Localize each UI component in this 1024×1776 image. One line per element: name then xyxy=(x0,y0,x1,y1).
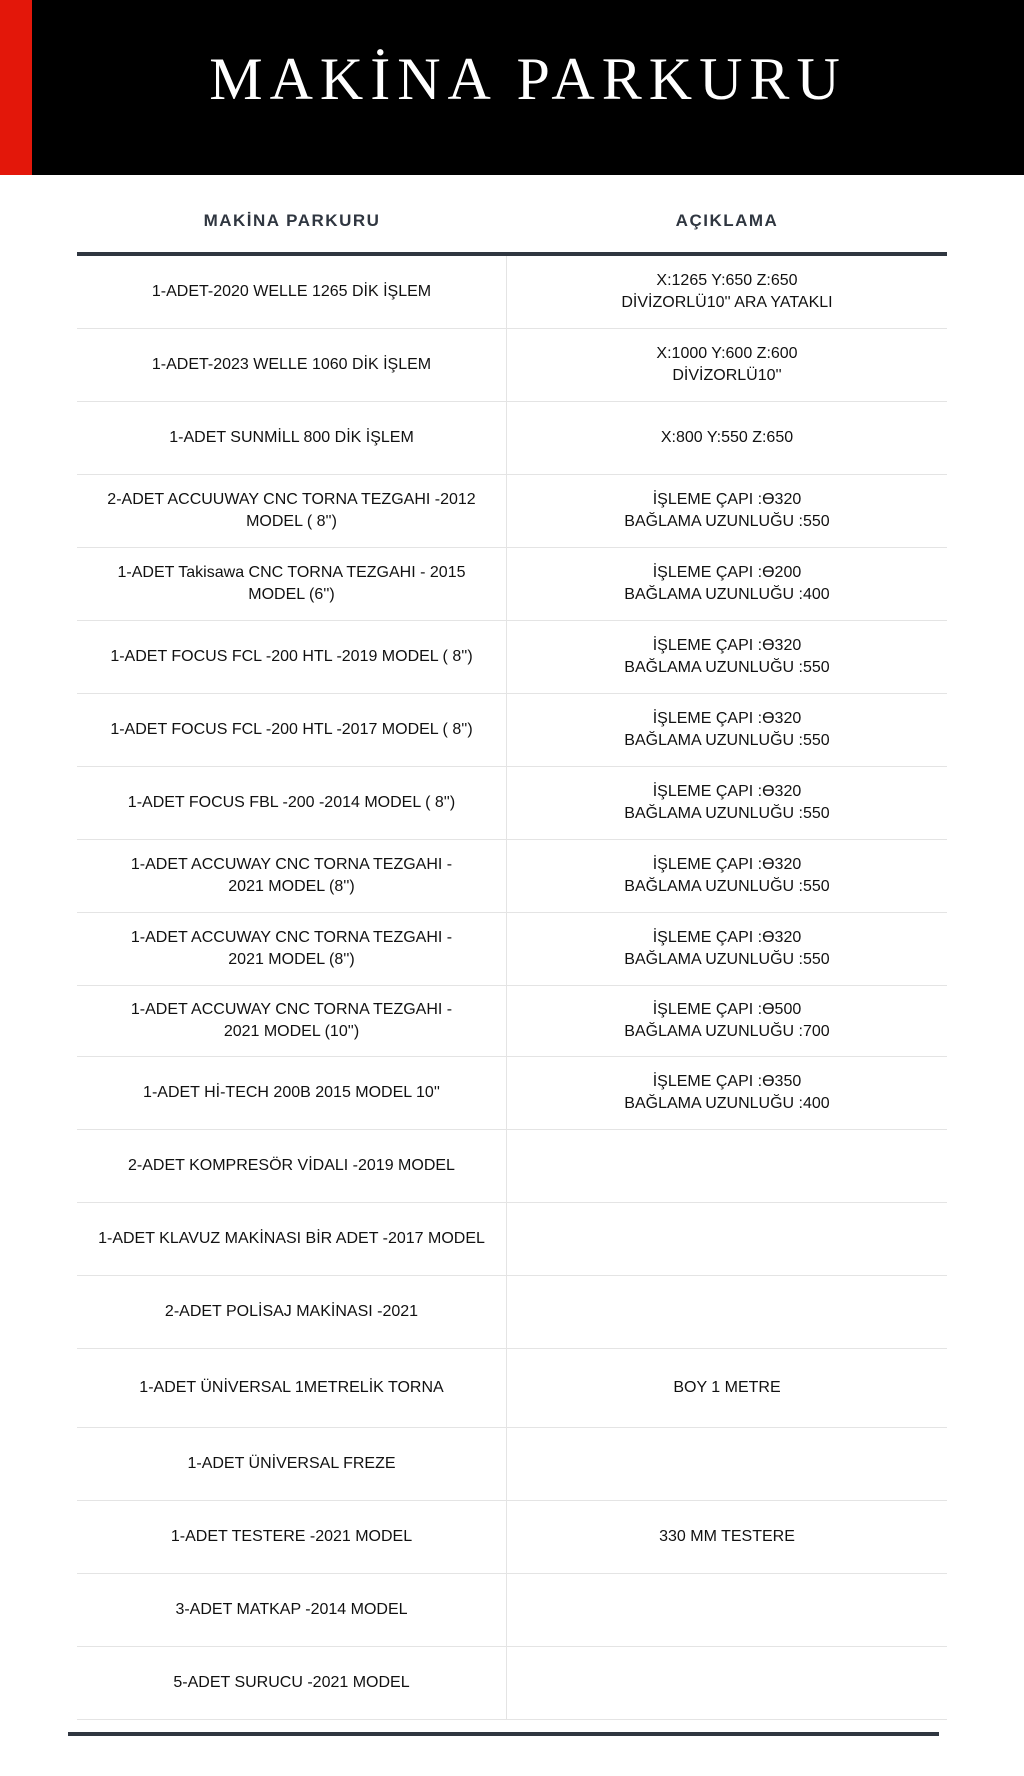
table-header xyxy=(77,190,947,256)
machine-description-cell: İŞLEME ÇAPI :Ɵ350 BAĞLAMA UZUNLUĞU :400 xyxy=(624,1073,830,1112)
machine-name-cell: 1-ADET TESTERE -2021 MODEL xyxy=(77,1501,507,1573)
machine-description-cell: İŞLEME ÇAPI :Ɵ320 BAĞLAMA UZUNLUĞU :550 xyxy=(624,710,830,749)
table-row xyxy=(77,1130,947,1203)
table-row xyxy=(77,1501,947,1574)
machine-name-cell: 1-ADET ACCUWAY CNC TORNA TEZGAHI - 2021 MODEL (8'') xyxy=(77,913,507,985)
machine-name-cell: 3-ADET MATKAP -2014 MODEL xyxy=(77,1574,507,1646)
machine-description-cell: İŞLEME ÇAPI :Ɵ320 BAĞLAMA UZUNLUĞU :550 xyxy=(624,637,830,676)
footer-divider xyxy=(68,1732,939,1736)
machine-description-cell: X:1000 Y:600 Z:600 DİVİZORLÜ10'' xyxy=(656,345,798,384)
table-body xyxy=(77,256,947,1720)
table-row xyxy=(77,913,947,986)
machine-description-cell xyxy=(507,1647,947,1719)
machine-name-cell: 1-ADET ACCUWAY CNC TORNA TEZGAHI - 2021 MODEL (8'') xyxy=(77,840,507,912)
machine-description-cell: X:800 Y:550 Z:650 xyxy=(660,429,794,446)
table-row xyxy=(77,402,947,475)
table-row xyxy=(77,694,947,767)
machine-description-cell: İŞLEME ÇAPI :Ɵ320 BAĞLAMA UZUNLUĞU :550 xyxy=(624,491,830,530)
machine-description-cell: X:1265 Y:650 Z:650 DİVİZORLÜ10'' ARA YATAKLI xyxy=(621,272,833,311)
table-row xyxy=(77,621,947,694)
machine-name-cell: 2-ADET ACCUUWAY CNC TORNA TEZGAHI -2012 MODEL ( 8'') xyxy=(77,475,507,547)
machine-name-cell: 1-ADET FOCUS FBL -200 -2014 MODEL ( 8'') xyxy=(77,767,507,839)
column-header-description: AÇIKLAMA xyxy=(675,211,779,230)
header-banner xyxy=(0,0,1024,175)
machine-name-cell: 1-ADET FOCUS FCL -200 HTL -2017 MODEL ( 8'') xyxy=(77,694,507,766)
machine-name-cell: 1-ADET ÜNİVERSAL 1METRELİK TORNA xyxy=(77,1349,507,1427)
table-row xyxy=(77,767,947,840)
table-row xyxy=(77,1203,947,1276)
table-row xyxy=(77,1428,947,1501)
machine-description-cell xyxy=(507,1428,947,1500)
table-row xyxy=(77,475,947,548)
machine-description-cell: İŞLEME ÇAPI :Ɵ320 BAĞLAMA UZUNLUĞU :550 xyxy=(624,856,830,895)
machine-name-cell: 2-ADET POLİSAJ MAKİNASI -2021 xyxy=(77,1276,507,1348)
machine-description-cell xyxy=(507,1276,947,1348)
table-row xyxy=(77,840,947,913)
table-row xyxy=(77,256,947,329)
machine-name-cell: 5-ADET SURUCU -2021 MODEL xyxy=(77,1647,507,1719)
machine-description-cell xyxy=(507,1574,947,1646)
table-row xyxy=(77,329,947,402)
machine-name-cell: 1-ADET ACCUWAY CNC TORNA TEZGAHI - 2021 MODEL (10'') xyxy=(77,986,507,1056)
machine-description-cell: İŞLEME ÇAPI :Ɵ320 BAĞLAMA UZUNLUĞU :550 xyxy=(624,929,830,968)
machine-table xyxy=(77,190,947,1720)
machine-name-cell: 2-ADET KOMPRESÖR VİDALI -2019 MODEL xyxy=(77,1130,507,1202)
table-row xyxy=(77,1647,947,1720)
table-row xyxy=(77,1276,947,1349)
machine-description-cell: 330 MM TESTERE xyxy=(659,1528,795,1545)
machine-name-cell: 1-ADET Takisawa CNC TORNA TEZGAHI - 2015 MODEL (6'') xyxy=(77,548,507,620)
table-row xyxy=(77,1057,947,1130)
table-row xyxy=(77,986,947,1057)
machine-name-cell: 1-ADET-2023 WELLE 1060 DİK İŞLEM xyxy=(77,329,507,401)
machine-description-cell: İŞLEME ÇAPI :Ɵ500 BAĞLAMA UZUNLUĞU :700 xyxy=(624,1001,830,1040)
machine-description-cell xyxy=(507,1203,947,1275)
table-row xyxy=(77,1574,947,1647)
page-title: MAKİNA PARKURU xyxy=(209,46,847,112)
machine-name-cell: 1-ADET FOCUS FCL -200 HTL -2019 MODEL ( 8'') xyxy=(77,621,507,693)
machine-description-cell: İŞLEME ÇAPI :Ɵ200 BAĞLAMA UZUNLUĞU :400 xyxy=(624,564,830,603)
machine-name-cell: 1-ADET KLAVUZ MAKİNASI BİR ADET -2017 MODEL xyxy=(77,1203,507,1275)
machine-description-cell: İŞLEME ÇAPI :Ɵ320 BAĞLAMA UZUNLUĞU :550 xyxy=(624,783,830,822)
column-header-machine: MAKİNA PARKURU xyxy=(203,211,381,230)
machine-description-cell: BOY 1 METRE xyxy=(673,1379,781,1396)
machine-name-cell: 1-ADET SUNMİLL 800 DİK İŞLEM xyxy=(77,402,507,474)
machine-description-cell xyxy=(507,1130,947,1202)
table-row xyxy=(77,548,947,621)
machine-name-cell: 1-ADET Hİ-TECH 200B 2015 MODEL 10'' xyxy=(77,1057,507,1129)
table-row xyxy=(77,1349,947,1428)
machine-name-cell: 1-ADET-2020 WELLE 1265 DİK İŞLEM xyxy=(77,256,507,328)
machine-name-cell: 1-ADET ÜNİVERSAL FREZE xyxy=(77,1428,507,1500)
red-accent-bar xyxy=(0,0,32,175)
